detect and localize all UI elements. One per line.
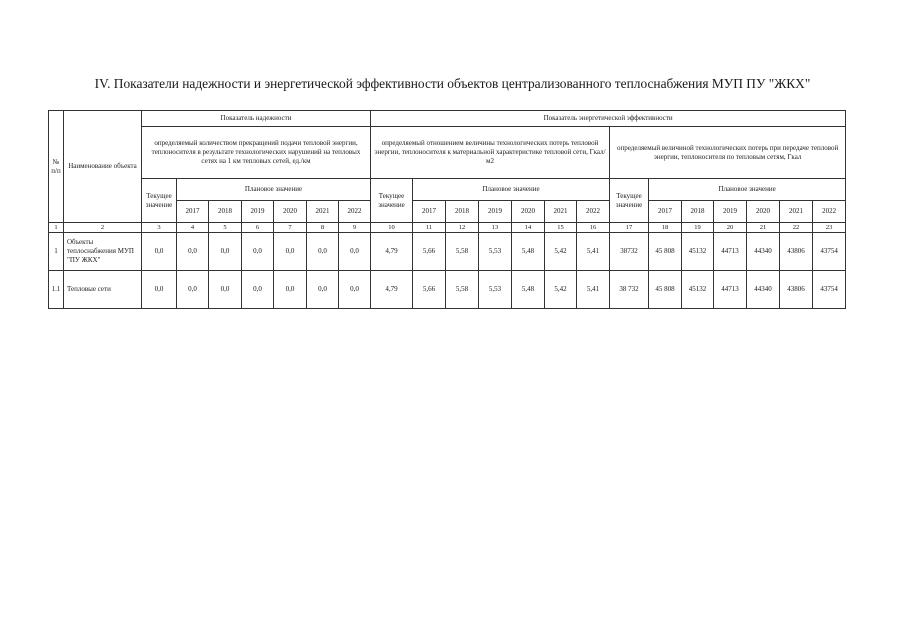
column-number: 19: [682, 223, 714, 233]
table-row: [49, 271, 846, 309]
table-cell: 0,0: [339, 271, 371, 309]
year-header: 2017: [177, 201, 209, 223]
table-cell: 5,66: [413, 233, 446, 271]
header-reliability-group: Показатель надежности: [142, 111, 371, 127]
table-cell: 4,79: [371, 233, 413, 271]
table-cell: 38732: [610, 233, 649, 271]
year-header: 2020: [512, 201, 545, 223]
column-number: 21: [747, 223, 780, 233]
year-header: 2022: [339, 201, 371, 223]
year-header: 2019: [479, 201, 512, 223]
table-cell: 0,0: [274, 271, 307, 309]
row-object-name: Объекты теплоснабжения МУП "ПУ ЖКХ": [64, 233, 142, 271]
column-number: 17: [610, 223, 649, 233]
header-planned-value-2: Плановое значение: [413, 179, 610, 201]
column-number: 1: [49, 223, 64, 233]
column-number: 7: [274, 223, 307, 233]
table-cell: 0,0: [142, 233, 177, 271]
table-cell: 5,48: [512, 271, 545, 309]
column-number: 8: [307, 223, 339, 233]
year-header: 2021: [545, 201, 577, 223]
row-object-name: Тепловые сети: [64, 271, 142, 309]
column-number: 6: [242, 223, 274, 233]
table-cell: 0,0: [274, 233, 307, 271]
table-cell: 5,41: [577, 271, 610, 309]
table-cell: 0,0: [177, 233, 209, 271]
table-cell: 5,58: [446, 233, 479, 271]
table-cell: 0,0: [307, 233, 339, 271]
table-cell: 43806: [780, 233, 813, 271]
table-cell: 0,0: [339, 233, 371, 271]
header-current-value-2: Текущее значение: [371, 179, 413, 223]
table-cell: 4,79: [371, 271, 413, 309]
year-header: 2019: [242, 201, 274, 223]
column-number: 20: [714, 223, 747, 233]
header-object-name: Наименование объекта: [64, 111, 142, 223]
table-cell: 5,42: [545, 233, 577, 271]
table-cell: 44340: [747, 233, 780, 271]
column-number: 15: [545, 223, 577, 233]
year-header: 2017: [649, 201, 682, 223]
column-number-row: [49, 223, 846, 233]
column-number: 18: [649, 223, 682, 233]
column-number: 12: [446, 223, 479, 233]
column-number: 16: [577, 223, 610, 233]
year-header: 2018: [209, 201, 242, 223]
table-cell: 43754: [813, 233, 846, 271]
table-cell: 0,0: [307, 271, 339, 309]
header-current-value-3: Текущее значение: [610, 179, 649, 223]
column-number: 10: [371, 223, 413, 233]
table-cell: 0,0: [177, 271, 209, 309]
table-cell: 5,58: [446, 271, 479, 309]
header-current-value-1: Текущее значение: [142, 179, 177, 223]
header-planned-value-3: Плановое значение: [649, 179, 846, 201]
table-cell: 45 808: [649, 233, 682, 271]
header-efficiency-group: Показатель энергетической эффективности: [371, 111, 846, 127]
year-header: 2019: [714, 201, 747, 223]
column-number: 5: [209, 223, 242, 233]
column-number: 9: [339, 223, 371, 233]
table-cell: 44713: [714, 271, 747, 309]
year-header: 2018: [446, 201, 479, 223]
year-header: 2022: [813, 201, 846, 223]
column-number: 2: [64, 223, 142, 233]
table-cell: 0,0: [142, 271, 177, 309]
table-cell: 5,66: [413, 271, 446, 309]
year-header: 2022: [577, 201, 610, 223]
year-header: 2020: [747, 201, 780, 223]
column-number: 11: [413, 223, 446, 233]
column-number: 23: [813, 223, 846, 233]
column-number: 22: [780, 223, 813, 233]
year-header: 2021: [307, 201, 339, 223]
table-cell: 5,42: [545, 271, 577, 309]
column-number: 13: [479, 223, 512, 233]
header-loss-ratio-desc: определяемый отношением величины технологических потерь тепловой энергии, теплоносителя к материальной характеристике тепловой сети, Гкал/м2: [371, 127, 610, 179]
table-cell: 45132: [682, 233, 714, 271]
header-num: № п/п: [49, 111, 64, 223]
table-cell: 45 808: [649, 271, 682, 309]
year-header: 2017: [413, 201, 446, 223]
table-cell: 45132: [682, 271, 714, 309]
year-header: 2021: [780, 201, 813, 223]
table-cell: 5,41: [577, 233, 610, 271]
table-cell: 0,0: [209, 271, 242, 309]
year-header: 2020: [274, 201, 307, 223]
table-row: [49, 233, 846, 271]
table-cell: 38 732: [610, 271, 649, 309]
table-cell: 43806: [780, 271, 813, 309]
header-planned-value-1: Плановое значение: [177, 179, 371, 201]
row-num: 1.1: [49, 271, 64, 309]
table-cell: 5,48: [512, 233, 545, 271]
table-cell: 44340: [747, 271, 780, 309]
table-cell: 0,0: [242, 271, 274, 309]
table-cell: 5,53: [479, 233, 512, 271]
column-number: 3: [142, 223, 177, 233]
year-header: 2018: [682, 201, 714, 223]
table-cell: 43754: [813, 271, 846, 309]
column-number: 14: [512, 223, 545, 233]
header-reliability-desc: определяемый количеством прекращений подачи тепловой энергии, теплоносителя в результате технологических нарушений на тепловых сетях на 1 км тепловых сетей, ед./км: [142, 127, 371, 179]
table-cell: 5,53: [479, 271, 512, 309]
page-title: IV. Показатели надежности и энергетической эффективности объектов централизованного теплоснабжения МУП ПУ "ЖКХ": [94, 76, 811, 91]
table-cell: 0,0: [209, 233, 242, 271]
header-loss-value-desc: определяемый величиной технологических потерь при передаче тепловой энергии, теплоносителя по тепловым сетям, Гкал: [610, 127, 846, 179]
indicators-table: [48, 110, 846, 309]
table-cell: 0,0: [242, 233, 274, 271]
row-num: 1: [49, 233, 64, 271]
column-number: 4: [177, 223, 209, 233]
table-cell: 44713: [714, 233, 747, 271]
